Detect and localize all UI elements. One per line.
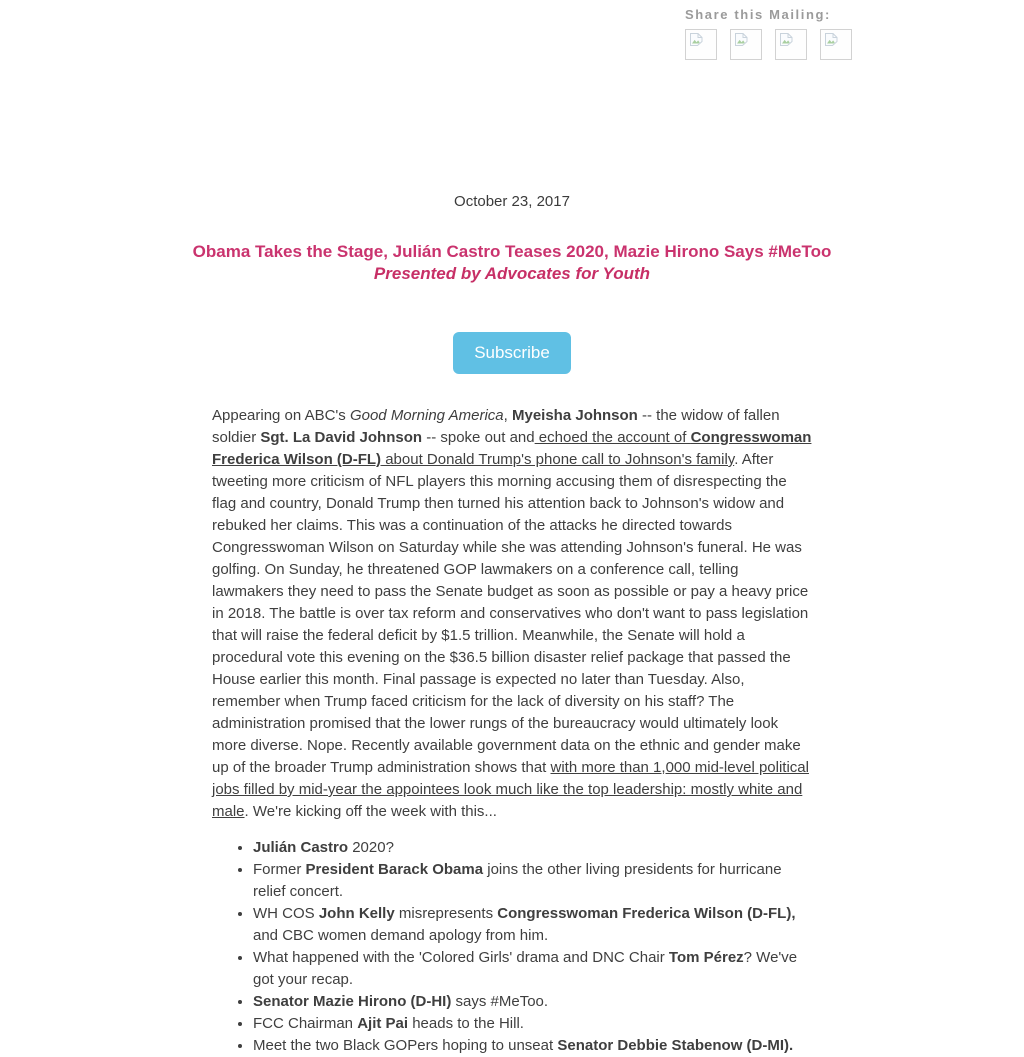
text-segment: Senator Debbie Stabenow (D-MI). <box>557 1037 794 1054</box>
share-inner <box>685 7 852 60</box>
broken-image-glyph <box>779 32 795 47</box>
broken-image-glyph <box>824 32 840 47</box>
text-segment: misrepresents <box>394 905 498 922</box>
article-body <box>212 405 812 1057</box>
list-item <box>253 903 812 947</box>
text-segment: , <box>503 407 512 424</box>
text-segment: John Kelly <box>318 905 395 922</box>
text-segment: Former <box>253 861 306 878</box>
text-segment: . After tweeting more criticism of NFL players this morning accusing them of disrespecting the flag and country, Donald Trump then turned his attention back to Johnson's widow and rebuked her claims. This was a continuation of the attacks he directed towards Congresswoman Wilson on Saturday while she was attending Johnson's funeral. He was golfing. On Sunday, he threatened GOP lawmakers on a conference call, telling lawmakers they need to pass the Senate budget as soon as possible or pay a heavy price in 2018. The battle is over tax reform and conservatives who don't want to pass legislation that will raise the federal deficit by $1.5 trillion. Meanwhile, the Senate will hold a procedural vote this evening on the $36.5 billion disaster relief package that passed the House earlier this month. Final passage is expected no later than Tuesday. Also, remember when Trump faced criticism for the lack of diversity on his staff? The administration promised that the lower rungs of the bureaucracy would ultimately look more diverse. Nope. Recently available government data on the ethnic and gender make up of the broader Trump administration shows that <box>212 451 809 776</box>
share-bar <box>172 0 852 60</box>
text-segment: . We're kicking off the week with this... <box>244 803 497 820</box>
broken-image-icon[interactable] <box>730 29 762 60</box>
text-segment: 2020? <box>348 839 394 856</box>
inline-link[interactable]: echoed the account of <box>534 429 691 446</box>
text-segment: -- the widow of fallen soldier <box>212 407 780 446</box>
text-segment: Ajit Pai <box>357 1015 409 1032</box>
headline: Obama Takes the Stage, Julián Castro Teases 2020, Mazie Hirono Says #MeToo <box>192 242 832 261</box>
list-item <box>253 1035 812 1057</box>
text-segment: -- spoke out and <box>422 429 535 446</box>
inline-link[interactable]: with more than 1,000 mid-level political jobs filled by mid-year the appointees look much like the top leadership: mostly white and male <box>212 759 809 820</box>
text-segment: Tom Pérez <box>668 949 744 966</box>
text-segment: Sgt. La David Johnson <box>260 429 423 446</box>
text-segment: What happened with the 'Colored Girls' drama and DNC Chair <box>253 949 669 966</box>
text-segment: Congresswoman Frederica Wilson (D-FL), <box>497 905 796 922</box>
broken-image-icon[interactable] <box>820 29 852 60</box>
subscribe-button[interactable]: Subscribe <box>453 332 571 374</box>
text-segment: Senator Mazie Hirono (D-HI) <box>253 993 452 1010</box>
text-segment: President Barack Obama <box>305 861 484 878</box>
text-segment: joins the other living presidents for hurricane relief concert. <box>253 861 782 900</box>
text-segment: heads to the Hill. <box>408 1015 524 1032</box>
lead-paragraph <box>212 405 812 823</box>
share-icons <box>685 29 852 60</box>
inline-link[interactable]: Congresswoman Frederica Wilson (D-FL) <box>212 429 812 468</box>
subtitle: Presented by Advocates for Youth <box>373 264 651 283</box>
text-segment: and CBC women demand apology from him. <box>253 927 549 944</box>
list-item <box>253 859 812 903</box>
list-item <box>253 947 812 991</box>
text-segment: Appearing on ABC's <box>212 407 350 424</box>
inline-link[interactable]: about Donald Trump's phone call to Johnson's family <box>381 451 735 468</box>
list-item <box>253 991 812 1013</box>
broken-image-glyph <box>689 32 705 47</box>
subscribe-row <box>0 332 1024 374</box>
broken-image-icon[interactable] <box>685 29 717 60</box>
text-segment: ? We've got your recap. <box>253 949 798 988</box>
text-segment: FCC Chairman <box>253 1015 358 1032</box>
summary-list <box>212 837 812 1057</box>
text-segment: WH COS <box>253 905 319 922</box>
list-item <box>253 837 812 859</box>
text-segment: says #MeToo. <box>451 993 549 1010</box>
text-segment: Julián Castro <box>253 839 349 856</box>
text-segment: Meet the two Black GOPers hoping to unseat <box>253 1037 558 1054</box>
broken-image-glyph <box>734 32 750 47</box>
issue-date: October 23, 2017 <box>454 193 570 210</box>
broken-image-icon[interactable] <box>775 29 807 60</box>
text-segment: Myeisha Johnson <box>511 407 638 424</box>
text-segment: Good Morning America <box>349 407 504 424</box>
list-item <box>253 1013 812 1035</box>
share-label: Share this Mailing: <box>685 7 831 22</box>
